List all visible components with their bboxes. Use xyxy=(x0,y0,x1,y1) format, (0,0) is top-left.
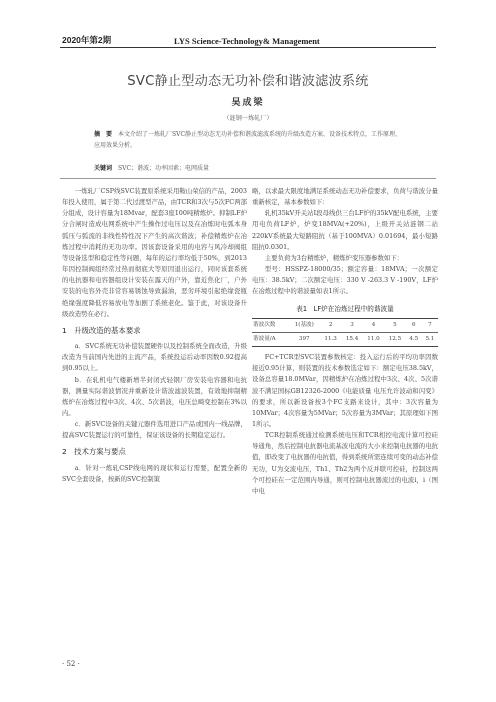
table-header-cell: 1(基波) xyxy=(289,318,320,332)
abstract xyxy=(94,130,404,151)
table-cell: 15.4 xyxy=(341,332,362,346)
table-header-cell: 5 xyxy=(384,318,405,332)
table-header-cell: 6 xyxy=(406,318,422,332)
table-header-row xyxy=(252,318,438,332)
table-header-cell: 谐波次数 xyxy=(252,318,289,332)
table-cell: 12.5 xyxy=(384,332,405,346)
page-number: · 52 · xyxy=(62,660,80,668)
harmonic-table xyxy=(252,318,438,347)
table-row-label: 谐波量/A xyxy=(252,332,289,346)
tcr-control-paragraph: TCR控制系统通过检测系统电压和TCR相控电流计算可控硅导通角，然后控制电抗器电流基波电流的大小来控制电抗器的电抗值，即改变了电抗器的电抗值，得到系统所需连续可变的动态补偿无功，U为交流电压，Th1、Th2为两个反并联可控硅，控制这两个可控硅在一定范围内导通，则可控制电抗器流过的电流i，i（图中电 xyxy=(252,431,438,495)
abstract-text: 本文介绍了一炼轧厂SVC静止型动态无功补偿和谐波滤波系统的升级改造方案、设备技术特点，工作原理、应用效果分析。 xyxy=(94,131,402,149)
requirement-a: a．SVC系统无功补偿装置硬件以及控制系统全面改造，升级改造为当前国内先进的主流产品，系统投运后动率因数0.92提高到0.95以上。 xyxy=(62,342,247,373)
table-cell: 11.0 xyxy=(363,332,384,346)
running-header xyxy=(62,34,434,46)
keywords-label: 关键词 xyxy=(94,165,113,172)
table-cell: 5.1 xyxy=(422,332,438,346)
table-header-cell: 3 xyxy=(341,318,362,332)
table-caption: 表1 LF炉在冶炼过程中的谐波量 xyxy=(296,304,394,313)
author-name: 吴成梁 xyxy=(231,98,265,108)
abstract-rule xyxy=(60,178,436,179)
requirement-b: b．在轧机电气楼新增半封闭式轻钢厂房安装电容器和电抗器，测量实际谐波情况并重新设计谐波滤波装置，有效地抑制精炼炉在冶炼过程中3次、4次、5次谐波，电压总畸变控制在3%以内。 xyxy=(62,375,247,417)
issue-label: 2020年第2期 xyxy=(62,35,112,45)
switchyard-paragraph: 轧机35kV开关站Ⅰ段母线供三台LF炉的35kV配电系统，主要用电负荷LF炉，炉变18MVA(+20%)，上级开关站涟钢二站220kV系统最大短路阻抗（基于100MVA）0.01694，最小短路阻抗0.0301。 xyxy=(252,209,438,251)
load-paragraph: 主要负荷为3台精炼炉，精炼炉变压器参数如下： xyxy=(264,253,404,262)
right-column xyxy=(252,186,438,497)
transformer-params-paragraph: 型号：HSSPZ-18000/35；额定容量：18MVA；一次额定电压：38.5kV；二次额定电压：330 V -263.3 V -190V，LF炉在冶炼过程中的谐波量如表1所示。 xyxy=(252,265,438,296)
table-cell: 397 xyxy=(289,332,320,346)
control-strategy-paragraph: 略，以求最大限度地满足系统动态无功补偿要求，负荷与谐波分量重新核定，基本参数如下： xyxy=(252,187,438,207)
table-header-cell: 4 xyxy=(363,318,384,332)
abstract-label: 摘 要 xyxy=(94,131,113,138)
article-title: SVC静止型动态无功补偿和谐波滤波系统 xyxy=(127,74,369,89)
table-row xyxy=(252,332,438,346)
left-column xyxy=(62,186,247,485)
header-rule xyxy=(60,47,436,48)
section-1-heading: 1 升级改造的基本要求 xyxy=(62,325,141,335)
intro-paragraph: 一炼轧厂CSP线SVC装置原系统采用鞍山荣信的产品，2003年投入使用，属于第二代过渡型产品，由TCR和3次与5次FC两部分组成，设计容量为18Mvar，配套3座100吨精炼炉。抑制LF炉分合闸时造成电网系统中产生操作过电压以及在冶炼时电弧本身弧压与弧流的非线性特性况下产生的高次谐波；补偿精炼炉在冶炼过程中消耗的无功功率。因该套设备采用的电容与风冷却阀组等设备选型和稳定性等问题，每年的运行率均低于50%，到2013年因控制阀组经常过热而彻底大等原因退出运行，同时该套系统的电抗器和电容器组设计安装在露天的户外，靠近焦化厂，户外安装的电容外壳非常容易锈蚀导致漏油，恶劣环境引起绝缘瓷瓶绝缘强度降低容易放电等加剧了系统老化。鉴于此，对该设备升级改造势在必行。 xyxy=(62,187,247,318)
svc-params-paragraph: FC+TCR型SVC装置参数核定：投入运行后的平均功率因数接近0.95计算，则装置的技术参数选定如下：额定电压38.5kV，设备总容量18.0MVar，因精炼炉在冶炼过程中3次、4次、5次谐波不满足国标GB12326-2000《电能质量 电压允许波动和闪变》的要求，所以新设备按3个FC支路来设计，其中：3次容量为10MVar；4次容量为5MVar；5次容量为3MVar；其原理如下图1所示。 xyxy=(252,353,438,428)
table-cell: 4.5 xyxy=(406,332,422,346)
table-header-cell: 2 xyxy=(320,318,341,332)
keywords-text: SVC；谐波；功率因素；电网质量 xyxy=(118,165,210,172)
table-cell: 11.3 xyxy=(320,332,341,346)
section-2-heading: 2 技术方案与要点 xyxy=(62,447,126,457)
requirement-c: c．新SVC设备的关键元器件选用进口产品或国内一线品牌，提高SVC装置运行的可靠性，保证该设备的长期稳定运行。 xyxy=(62,420,247,440)
keywords xyxy=(94,163,404,172)
journal-name: LYS Science-Technology& Management xyxy=(174,36,320,46)
scheme-a: a．针对一炼轧CSP线电网的现状和运行需要，配置全新的SVC全套设备，按新的SVC控制策 xyxy=(62,463,247,483)
author-affiliation: （涟钢一炼轧厂） xyxy=(223,115,273,122)
table-header-cell: 7 xyxy=(422,318,438,332)
